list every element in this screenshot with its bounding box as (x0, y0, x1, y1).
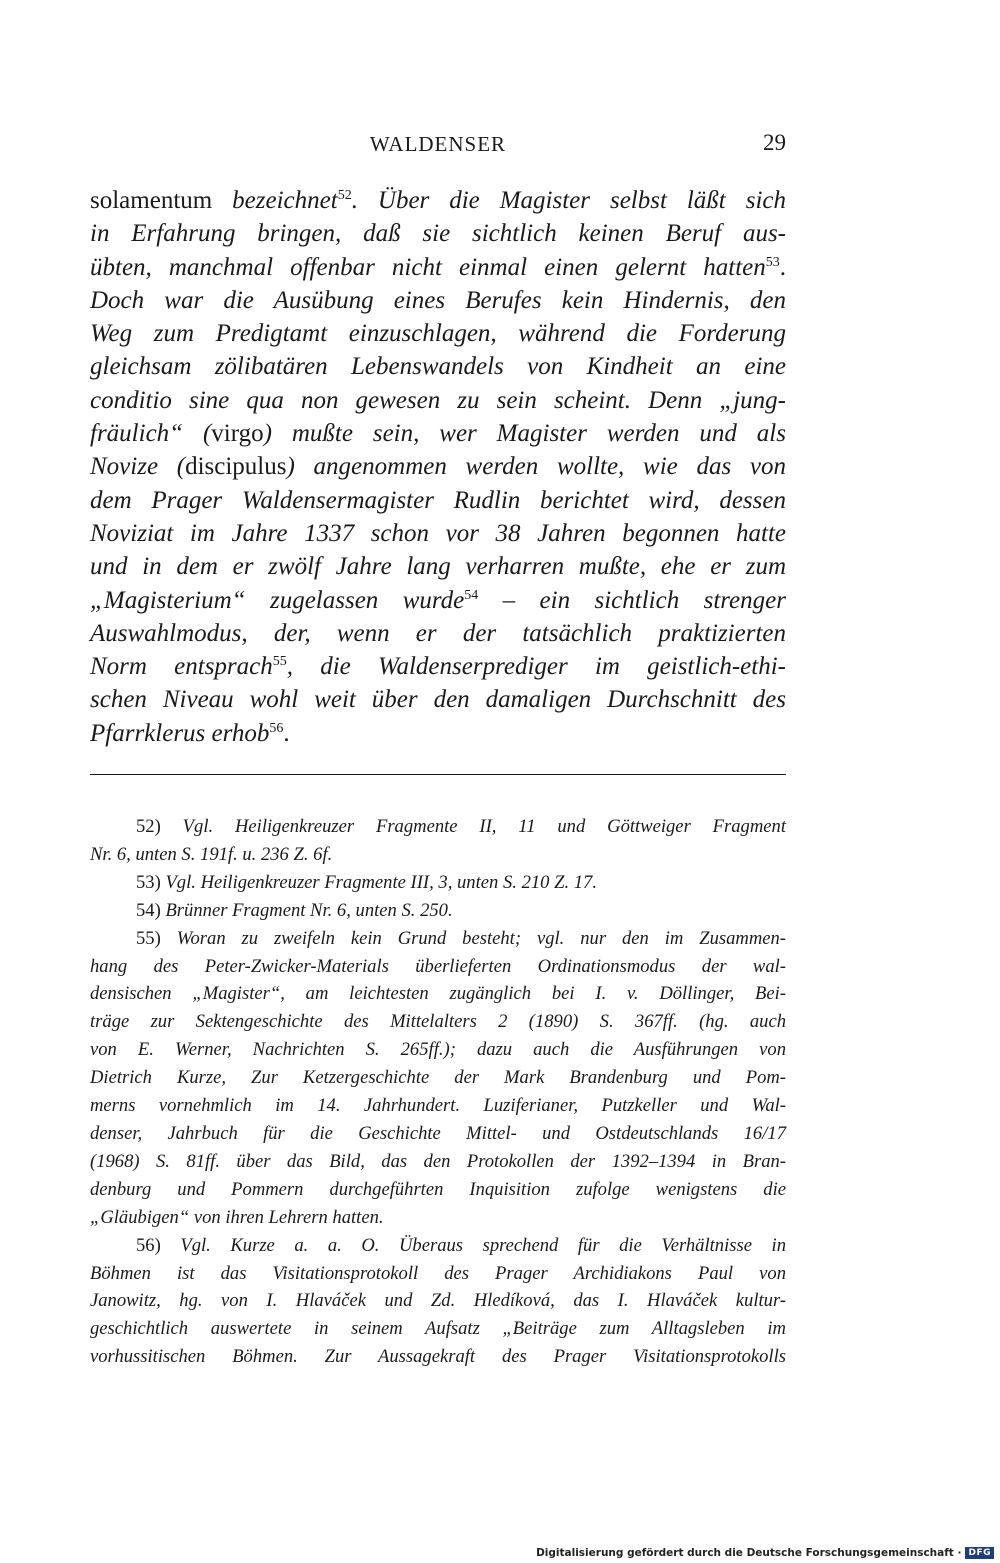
running-head (90, 128, 786, 164)
body-line (90, 251, 786, 284)
body-line (90, 384, 786, 417)
text-segment: fräulich“ ( (90, 420, 212, 448)
body-line (90, 184, 786, 217)
footnote-text: Vgl. Heiligenkreuzer Fragmente II, 11 und Göttweiger Fragment (182, 816, 786, 838)
footnote-line (90, 1148, 786, 1176)
text-segment: Pfarrklerus erhob (90, 719, 270, 747)
text-segment: – ein sichtlich strenger (478, 586, 786, 614)
footnote-text: Nr. 6, unten S. 191f. u. 236 Z. 6f. (90, 843, 333, 865)
footnote-line (90, 953, 786, 981)
body-line (90, 550, 786, 583)
running-title: WALDENSER (369, 132, 507, 156)
footnote-line (90, 1008, 786, 1036)
body-line (90, 484, 786, 517)
body-line (90, 350, 786, 383)
footnote-line (90, 897, 786, 925)
text-segment: , die Waldenserprediger im geistlich-ethi- (286, 653, 786, 681)
footnote-text: von E. Werner, Nachrichten S. 265ff.); dazu auch die Ausführungen von (90, 1039, 786, 1061)
footnote-line (90, 1343, 786, 1371)
footnote-line (90, 813, 786, 841)
footnote (90, 813, 786, 869)
body-line (90, 584, 786, 617)
footnote-number: 53) (136, 871, 161, 893)
footnote-line (90, 1036, 786, 1064)
footnote-text: Brünner Fragment Nr. 6, unten S. 250. (165, 899, 453, 921)
footnote-text: „Gläubigen“ von ihren Lehrern hatten. (90, 1206, 384, 1228)
footnote-text: Janowitz, hg. von I. Hlaváček und Zd. Hledíková, das I. Hlaváček kultur- (90, 1290, 786, 1312)
body-line (90, 517, 786, 550)
text-segment: conditio sine qua non gewesen zu sein scheint. Denn „jung- (90, 386, 786, 414)
text-segment: und in dem er zwölf Jahre lang verharren mußte, ehe er zum (90, 553, 786, 581)
text-segment: . (779, 253, 786, 281)
text-segment: bezeichnet (232, 187, 338, 214)
footnote-ref: 52 (337, 188, 352, 203)
text-segment: Doch war die Ausübung eines Berufes kein Hindernis, den (90, 286, 786, 314)
footnote-ref: 55 (272, 654, 287, 670)
footnote-text: geschichtlich auswertete in seinem Aufsatz „Beiträge zum Alltagsleben im (90, 1318, 786, 1340)
body-line (90, 284, 786, 317)
text-segment: gleichsam zölibatären Lebenswandels von Kindheit an eine (90, 353, 786, 381)
text-segment: . Über die Magister selbst läßt sich (351, 187, 786, 214)
footnote-text: denburg und Pommern durchgeführten Inquisition zufolge wenigstens die (90, 1178, 786, 1200)
text-segment: in Erfahrung bringen, daß sie sichtlich keinen Beruf aus- (90, 220, 786, 248)
book-page (90, 128, 786, 1371)
footnote (90, 897, 786, 925)
footnote-line (90, 1204, 786, 1232)
footnote-text: densischen „Magister“, am leichtesten zugänglich bei I. v. Döllinger, Bei- (90, 983, 786, 1005)
footnote-line (90, 1120, 786, 1148)
text-segment: solamentum (90, 187, 233, 214)
text-segment: Norm entsprach (90, 653, 273, 681)
footnote-ref: 56 (269, 720, 284, 736)
body-line (90, 717, 786, 750)
footnote (90, 869, 786, 897)
body-line (90, 317, 786, 350)
footnote-line (90, 1260, 786, 1288)
credit-text: Digitalisierung gefördert durch die Deutsche Forschungsgemeinschaft · (536, 1547, 962, 1559)
footnote-text: Böhmen ist das Visitationsprotokoll des Prager Archidiakons Paul von (90, 1262, 786, 1284)
footnote-number: 54) (136, 899, 161, 921)
footnote-text: Dietrich Kurze, Zur Ketzergeschichte der Mark Brandenburg und Pom- (90, 1067, 786, 1089)
text-segment: ) mußte sein, wer Magister werden und als (263, 420, 786, 448)
body-line (90, 617, 786, 650)
text-segment: Noviziat im Jahre 1337 schon vor 38 Jahren begonnen hatte (90, 519, 786, 547)
footnote (90, 1232, 786, 1372)
footnote-separator (90, 774, 786, 775)
body-line (90, 683, 786, 716)
footnote-text: Vgl. Heiligenkreuzer Fragmente III, 3, unten S. 210 Z. 17. (165, 871, 597, 893)
footnote-number: 55) (136, 927, 161, 949)
body-line (90, 650, 786, 683)
footnote (90, 925, 786, 1232)
footnote-number: 56) (136, 1234, 161, 1256)
text-segment: Novize ( (90, 453, 186, 481)
footnote-line (90, 1092, 786, 1120)
footnote-text: denser, Jahrbuch für die Geschichte Mittel- und Ostdeutschlands 16/17 (90, 1123, 786, 1145)
text-segment: Weg zum Predigtamt einzuschlagen, während die Forderung (90, 320, 786, 348)
footnote-line (90, 1315, 786, 1343)
footnote-line (90, 841, 786, 869)
text-segment: discipulus (185, 453, 287, 481)
text-segment: Auswahlmodus, der, wenn er der tatsächlich praktizierten (90, 619, 786, 647)
text-segment: . (283, 719, 290, 747)
dfg-logo: DFG (965, 1547, 994, 1559)
text-segment: schen Niveau wohl weit über den damaligen Durchschnitt des (90, 686, 786, 714)
text-segment: „Magisterium“ zugelassen wurde (90, 586, 465, 614)
text-segment: ) angenommen werden wollte, wie das von (286, 453, 786, 481)
footnote-text: hang des Peter-Zwicker-Materials überlieferten Ordinationsmodus der wal- (90, 955, 786, 977)
footnote-text: vorhussitischen Böhmen. Zur Aussagekraft des Prager Visitationsprotokolls (90, 1346, 786, 1368)
text-segment: virgo (211, 420, 264, 448)
footnote-text: Woran zu zweifeln kein Grund besteht; vgl. nur den im Zusammen- (176, 927, 786, 949)
body-line (90, 217, 786, 250)
digitization-credit (536, 1547, 994, 1559)
footnote-line (90, 1064, 786, 1092)
body-line (90, 417, 786, 450)
main-text (90, 184, 786, 750)
footnote-line (90, 1176, 786, 1204)
footnote-line (90, 1232, 786, 1260)
footnote-line (90, 980, 786, 1008)
footnote-text: (1968) S. 81ff. über das Bild, das den Protokollen der 1392–1394 in Bran- (90, 1150, 786, 1172)
footnote-ref: 53 (765, 254, 780, 270)
text-segment: dem Prager Waldensermagister Rudlin berichtet wird, dessen (90, 486, 786, 514)
footnote-number: 52) (136, 816, 161, 838)
footnote-text: träge zur Sektengeschichte des Mittelalters 2 (1890) S. 367ff. (hg. auch (90, 1011, 786, 1033)
footnote-line (90, 1287, 786, 1315)
text-segment: übten, manchmal offenbar nicht einmal einen gelernt hatten (90, 253, 766, 281)
footnote-line (90, 869, 786, 897)
footnote-line (90, 925, 786, 953)
footnote-text: merns vornehmlich im 14. Jahrhundert. Luziferianer, Putzkeller und Wal- (90, 1095, 786, 1117)
footnote-ref: 54 (464, 587, 479, 603)
body-line (90, 450, 786, 483)
page-number: 29 (763, 130, 786, 155)
footnotes (90, 813, 786, 1371)
footnote-text: Vgl. Kurze a. a. O. Überaus sprechend für die Verhältnisse in (180, 1234, 786, 1256)
